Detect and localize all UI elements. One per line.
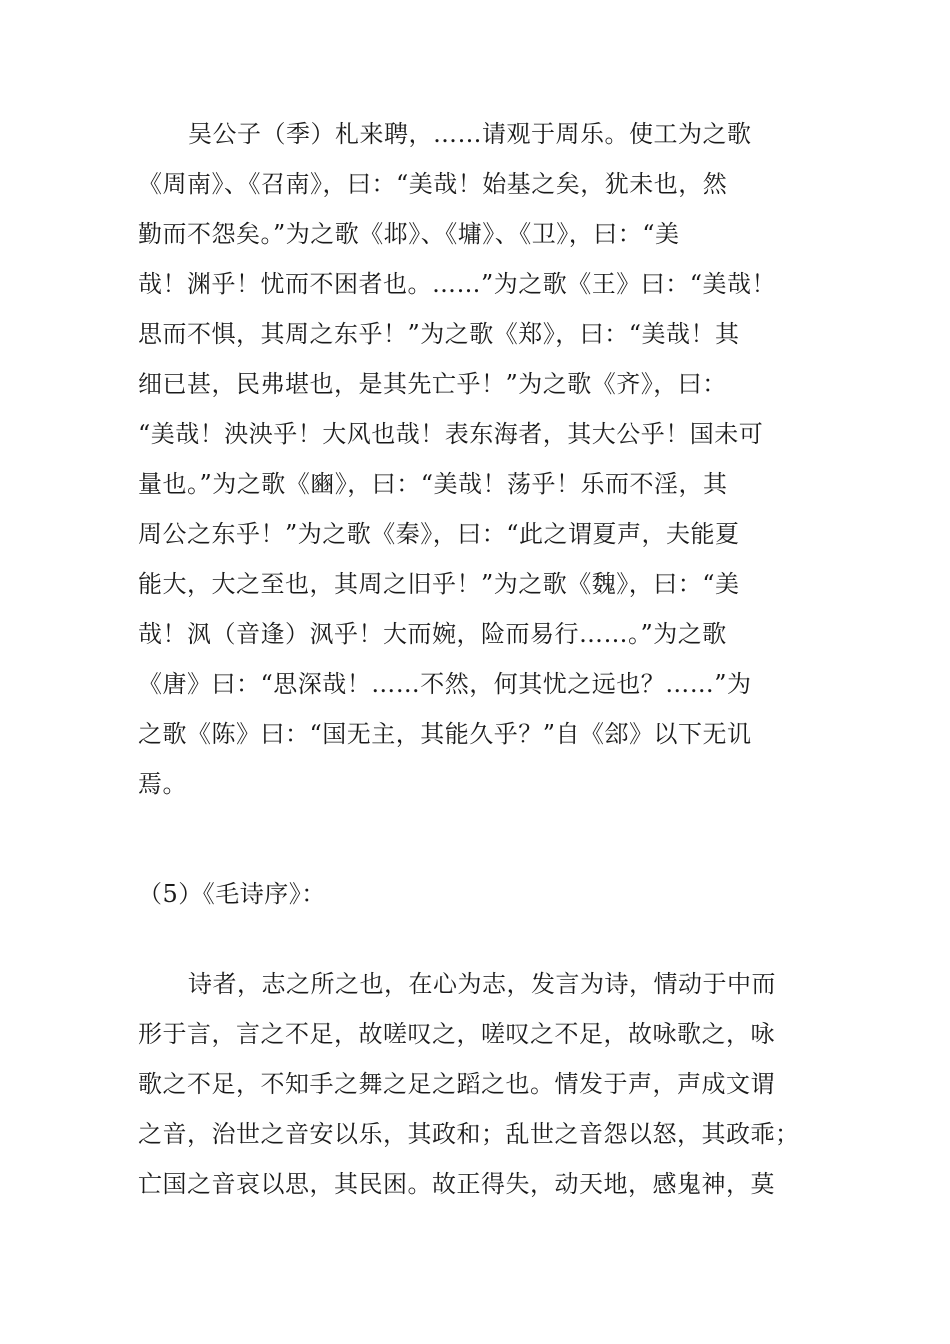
section-heading: （5）《毛诗序》： [138, 880, 326, 908]
paragraph-line: 之音，治世之音安以乐，其政和；乱世之音怨以怒，其政乖； [138, 1120, 800, 1148]
paragraph-line: 诗者，志之所之也，在心为志，发言为诗，情动于中而 [188, 970, 776, 998]
paragraph-line: 能大，大之至也，其周之旧乎！”为之歌《魏》，曰：“美 [138, 570, 740, 598]
paragraph-line: 思而不惧，其周之东乎！”为之歌《郑》，曰：“美哉！其 [138, 320, 740, 348]
paragraph-line: 《唐》曰：“思深哉！……不然，何其忧之远也？……”为 [138, 670, 752, 698]
paragraph-line: 歌之不足，不知手之舞之足之蹈之也。情发于声，声成文谓 [138, 1070, 775, 1098]
paragraph-line: 形于言，言之不足，故嗟叹之，嗟叹之不足，故咏歌之，咏 [138, 1020, 775, 1048]
paragraph-line: 吴公子（季）札来聘，……请观于周乐。使工为之歌 [188, 120, 752, 148]
paragraph-line: 周公之东乎！”为之歌《秦》，曰：“此之谓夏声，夫能夏 [138, 520, 740, 548]
paragraph-line: 勤而不怨矣。”为之歌《邶》、《墉》、《卫》，曰：“美 [138, 220, 680, 248]
paragraph-line: 《周南》、《召南》，曰：“美哉！始基之矣，犹未也，然 [138, 170, 728, 198]
paragraph-line: 亡国之音哀以思，其民困。故正得失，动天地，感鬼神，莫 [138, 1170, 775, 1198]
paragraph-line: 量也。”为之歌《豳》，曰：“美哉！荡乎！乐而不淫，其 [138, 470, 728, 498]
paragraph-line: 之歌《陈》曰：“国无主，其能久乎？”自《郐》以下无讥 [138, 720, 752, 748]
paragraph-line: 哉！沨（音逢）沨乎！大而婉，险而易行……。”为之歌 [138, 620, 727, 648]
paragraph-line: “美哉！泱泱乎！大风也哉！表东海者，其大公乎！国未可 [138, 420, 764, 448]
paragraph-line: 哉！渊乎！忧而不困者也。……”为之歌《王》曰：“美哉！ [138, 270, 777, 298]
paragraph-line: 焉。 [138, 770, 187, 798]
paragraph-line: 细已甚，民弗堪也，是其先亡乎！”为之歌《齐》，曰： [138, 370, 727, 398]
